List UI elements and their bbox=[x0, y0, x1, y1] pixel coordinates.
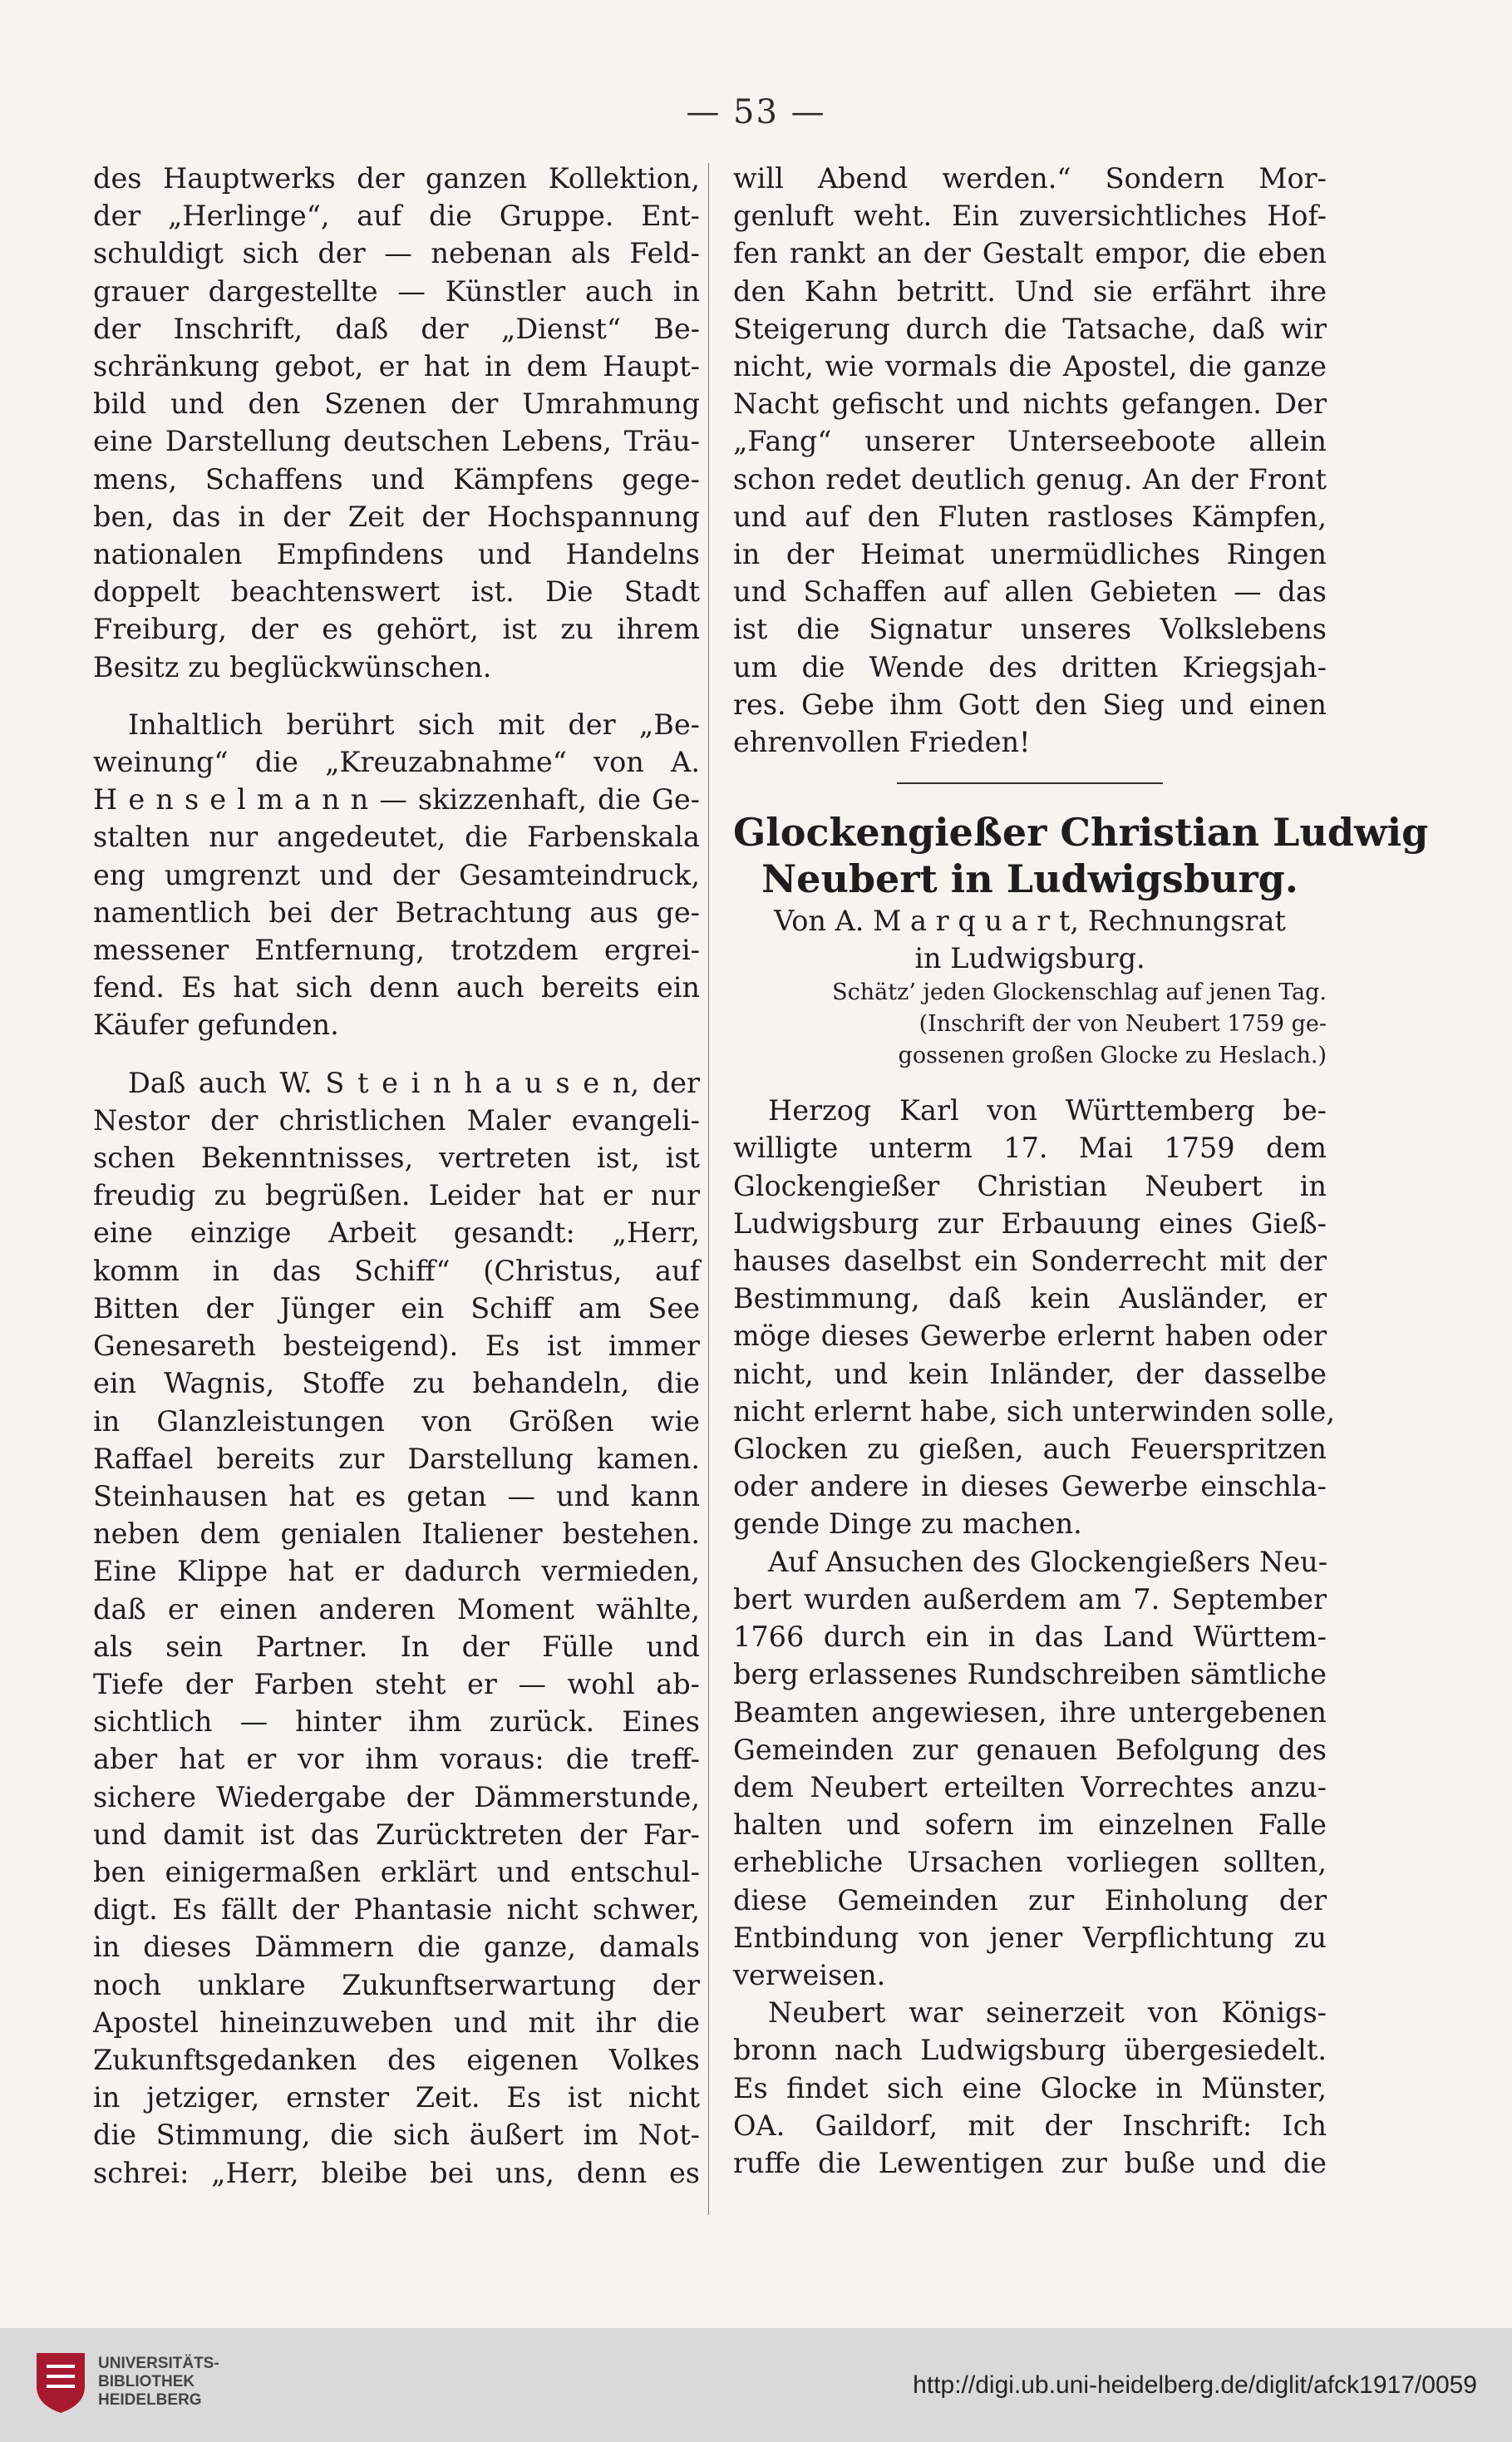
text-line: Ludwigsburg zur Erbauung eines Gieß- bbox=[733, 1206, 1327, 1240]
text-line: den Kahn betritt. Und sie erfährt ihre bbox=[733, 274, 1327, 308]
text-line: nicht, und kein Inländer, der dasselbe bbox=[733, 1357, 1327, 1390]
paragraph-first-line: Daß auch W. S t e i n h a u s e n, der bbox=[128, 1066, 700, 1099]
paragraph-last-line: Käufer gefunden. bbox=[93, 1009, 339, 1042]
library-name-line: HEIDELBERG bbox=[98, 2391, 202, 2409]
text-line: eine einzige Arbeit gesandt: „Herr, bbox=[93, 1216, 700, 1250]
text-line: grauer dargestellte — Künstler auch in bbox=[93, 274, 700, 308]
library-name bbox=[98, 2355, 219, 2410]
text-line: erhebliche Ursachen vorliegen sollten, bbox=[733, 1846, 1327, 1879]
text-line: res. Gebe ihm Gott den Sieg und einen bbox=[733, 688, 1327, 721]
text-line: schränkung gebot, er hat in dem Haupt- bbox=[93, 350, 700, 383]
text-line: der „Herlinge“, auf die Gruppe. Ent- bbox=[93, 200, 700, 233]
text-line: H e n s e l m a n n — skizzenhaft, die Ge- bbox=[93, 783, 700, 816]
left-column bbox=[93, 160, 700, 2192]
text-line: Eine Klippe hat er dadurch vermieden, bbox=[93, 1555, 700, 1588]
text-line: Freiburg, der es gehört, ist zu ihrem bbox=[93, 613, 700, 646]
text-line: Steigerung durch die Tatsache, daß wir bbox=[733, 312, 1327, 345]
text-line: „Fang“ unserer Unterseeboote allein bbox=[733, 425, 1327, 458]
text-line: ben einigermaßen erklärt und entschul- bbox=[93, 1855, 700, 1888]
text-line: Bitten der Jünger ein Schiff am See bbox=[93, 1291, 700, 1325]
text-line: neben dem genialen Italiener bestehen. bbox=[93, 1517, 700, 1551]
text-line: eine Darstellung deutschen Lebens, Träu- bbox=[93, 425, 700, 458]
text-line: sichtlich — hinter ihm zurück. Eines bbox=[93, 1705, 700, 1739]
text-line: willigte unterm 17. Mai 1759 dem bbox=[733, 1132, 1327, 1165]
text-line: nicht erlernt habe, sich unterwinden solle, bbox=[733, 1394, 1335, 1428]
article-byline: Von A. M a r q u a r t, Rechnungsrat bbox=[774, 905, 1286, 938]
epigraph-line: Schätz’ jeden Glockenschlag auf jenen Tag. bbox=[832, 979, 1327, 1006]
source-url[interactable]: http://digi.ub.uni-heidelberg.de/diglit/afck1917/0059 bbox=[913, 2371, 1477, 2399]
text-line: dem Neubert erteilten Vorrechtes anzu- bbox=[733, 1770, 1327, 1803]
section-rule bbox=[897, 782, 1163, 784]
text-line: diese Gemeinden zur Einholung der bbox=[733, 1883, 1327, 1917]
article-title-line: Neubert in Ludwigsburg. bbox=[761, 856, 1298, 902]
text-line: Tiefe der Farben steht er — wohl ab- bbox=[93, 1667, 700, 1700]
text-line: halten und sofern im einzelnen Falle bbox=[733, 1808, 1327, 1842]
paragraph-gap bbox=[733, 1072, 1327, 1092]
text-line: schuldigt sich der — nebenan als Feld- bbox=[93, 237, 700, 270]
paragraph-gap bbox=[93, 1044, 700, 1064]
text-line: freudig zu begrüßen. Leider hat er nur bbox=[93, 1179, 700, 1212]
text-line: ben, das in der Zeit der Hochspannung bbox=[93, 500, 700, 533]
text-line: fen rankt an der Gestalt empor, die eben bbox=[733, 237, 1327, 270]
text-line: bert wurden außerdem am 7. September bbox=[733, 1582, 1327, 1616]
paragraph-last-line: verweisen. bbox=[733, 1958, 886, 1991]
text-line: fend. Es hat sich denn auch bereits ein bbox=[93, 971, 700, 1004]
text-line: in jetziger, ernster Zeit. Es ist nicht bbox=[93, 2081, 700, 2114]
text-line: oder andere in dieses Gewerbe einschla- bbox=[733, 1470, 1327, 1503]
library-name-line: BIBLIOTHEK bbox=[98, 2373, 195, 2390]
text-line: Zukunftsgedanken des eigenen Volkes bbox=[93, 2043, 700, 2076]
text-line: Apostel hineinzuweben und mit ihr die bbox=[93, 2005, 700, 2039]
text-line: und auf den Fluten rastloses Kämpfen, bbox=[733, 500, 1327, 533]
paragraph-gap bbox=[93, 686, 700, 706]
text-line: ist die Signatur unseres Volkslebens bbox=[733, 613, 1327, 646]
text-line: bronn nach Ludwigsburg übergesiedelt. bbox=[733, 2034, 1327, 2067]
epigraph-line: (Inschrift der von Neubert 1759 ge- bbox=[919, 1011, 1327, 1038]
text-line: digt. Es fällt der Phantasie nicht schwer, bbox=[93, 1893, 700, 1926]
text-line: hauses daselbst ein Sonderrecht mit der bbox=[733, 1245, 1327, 1278]
text-line: Glockengießer Christian Neubert in bbox=[733, 1169, 1327, 1202]
text-line: schon redet deutlich genug. An der Front bbox=[733, 462, 1327, 496]
university-library-logo-icon bbox=[32, 2350, 90, 2415]
text-line: stalten nur angedeutet, die Farbenskala bbox=[93, 821, 700, 854]
paragraph-first-line: Inhaltlich berührt sich mit der „Be- bbox=[128, 708, 700, 741]
text-line: nicht, wie vormals die Apostel, die ganze bbox=[733, 350, 1327, 383]
text-line: berg erlassenes Rundschreiben sämtliche bbox=[733, 1658, 1327, 1691]
text-line: ein Wagnis, Stoffe zu behandeln, die bbox=[93, 1367, 700, 1400]
text-line: doppelt beachtenswert ist. Die Stadt bbox=[93, 575, 700, 609]
text-line: mens, Schaffens und Kämpfens gege- bbox=[93, 462, 700, 496]
text-line: eng umgrenzt und der Gesamteindruck, bbox=[93, 858, 700, 891]
article-byline: in Ludwigsburg. bbox=[914, 942, 1145, 975]
column-divider bbox=[708, 163, 709, 2215]
text-line: Genesareth besteigend). Es ist immer bbox=[93, 1330, 700, 1363]
page-number: — 53 — bbox=[686, 93, 826, 131]
article-title-line: Glockengießer Christian Ludwig bbox=[733, 810, 1429, 856]
text-line: daß er einen anderen Moment wählte, bbox=[93, 1592, 700, 1626]
paragraph-last-line: ehrenvollen Frieden! bbox=[733, 726, 1031, 759]
text-line: aber hat er vor ihm voraus: die treff- bbox=[93, 1743, 700, 1776]
text-line: möge dieses Gewerbe erlernt haben oder bbox=[733, 1320, 1327, 1353]
text-line: schrei: „Herr, bleibe bei uns, denn es bbox=[93, 2156, 700, 2189]
right-column bbox=[733, 160, 1429, 2182]
text-line: der Inschrift, daß der „Dienst“ Be- bbox=[93, 312, 700, 345]
text-line: schen Bekenntnisses, vertreten ist, ist bbox=[93, 1142, 700, 1175]
text-line: die Stimmung, die sich äußert im Not- bbox=[93, 2119, 700, 2152]
text-line: des Hauptwerks der ganzen Kollektion, bbox=[93, 162, 700, 195]
text-line: Glocken zu gießen, auch Feuerspritzen bbox=[733, 1433, 1327, 1466]
text-line: Entbindung von jener Verpflichtung zu bbox=[733, 1921, 1327, 1954]
text-line: Nestor der christlichen Maler evangeli- bbox=[93, 1103, 700, 1137]
text-line: in Glanzleistungen von Größen wie bbox=[93, 1404, 700, 1438]
text-line: bild und den Szenen der Umrahmung bbox=[93, 387, 700, 421]
text-line: namentlich bei der Betrachtung aus ge- bbox=[93, 895, 700, 929]
text-line: Beamten angewiesen, ihre untergebenen bbox=[733, 1695, 1327, 1729]
text-line: sichere Wiedergabe der Dämmerstunde, bbox=[93, 1780, 700, 1813]
text-line: in der Heimat unermüdliches Ringen bbox=[733, 538, 1327, 571]
text-line: will Abend werden.“ Sondern Mor- bbox=[733, 162, 1327, 195]
text-line: noch unklare Zukunftserwartung der bbox=[93, 1968, 700, 2001]
text-line: OA. Gaildorf, mit der Inschrift: Ich bbox=[733, 2109, 1327, 2142]
text-line: komm in das Schiff“ (Christus, auf bbox=[93, 1254, 700, 1287]
text-line: Nacht gefischt und nichts gefangen. Der bbox=[733, 387, 1327, 421]
text-line: genluft weht. Ein zuversichtliches Hof- bbox=[733, 200, 1327, 233]
paragraph-first-line: Auf Ansuchen des Glockengießers Neu- bbox=[768, 1545, 1328, 1578]
text-line: Es findet sich eine Glocke in Münster, bbox=[733, 2071, 1327, 2104]
epigraph-line: gossenen großen Glocke zu Heslach.) bbox=[898, 1043, 1327, 1069]
text-line: nationalen Empfindens und Handelns bbox=[93, 538, 700, 571]
text-line: um die Wende des dritten Kriegsjah- bbox=[733, 650, 1327, 683]
text-line: und damit ist das Zurücktreten der Far- bbox=[93, 1818, 700, 1851]
text-line: in dieses Dämmern die ganze, damals bbox=[93, 1931, 700, 1964]
text-line: Gemeinden zur genauen Befolgung des bbox=[733, 1733, 1327, 1766]
text-line: als sein Partner. In der Fülle und bbox=[93, 1630, 700, 1663]
text-line: messener Entfernung, trotzdem ergrei- bbox=[93, 934, 700, 967]
text-line: 1766 durch ein in das Land Württem- bbox=[733, 1621, 1327, 1654]
paragraph-last-line: gende Dinge zu machen. bbox=[733, 1507, 1082, 1541]
text-line: Raffael bereits zur Darstellung kamen. bbox=[93, 1442, 700, 1475]
paragraph-first-line: Herzog Karl von Württemberg be- bbox=[768, 1094, 1327, 1127]
text-line: und Schaffen auf allen Gebieten — das bbox=[733, 575, 1327, 609]
text-line: weinung“ die „Kreuzabnahme“ von A. bbox=[93, 746, 700, 779]
paragraph-first-line: Neubert war seinerzeit von Königs- bbox=[768, 1996, 1327, 2030]
paragraph-last-line: Besitz zu beglückwünschen. bbox=[93, 650, 492, 683]
text-line: Steinhausen hat es getan — und kann bbox=[93, 1479, 700, 1512]
library-name-line: UNIVERSITÄTS- bbox=[98, 2355, 219, 2372]
text-line: Bestimmung, daß kein Ausländer, er bbox=[733, 1282, 1327, 1315]
text-line: ruffe die Lewentigen zur buße und die bbox=[733, 2146, 1327, 2179]
